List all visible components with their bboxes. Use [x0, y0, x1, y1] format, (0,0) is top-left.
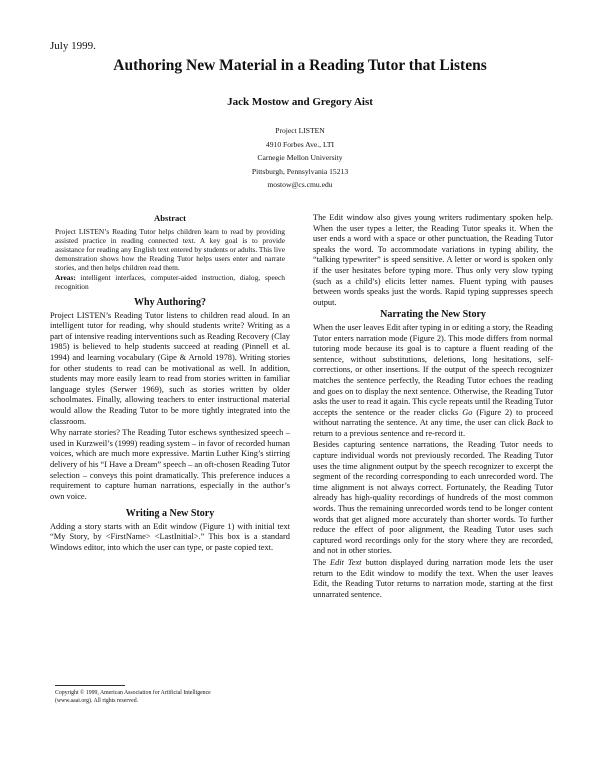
- text-run-italic: Back: [527, 418, 544, 428]
- copyright-footnote: [55, 685, 290, 705]
- left-column: [50, 213, 290, 555]
- paragraph: Project LISTEN’s Reading Tutor listens to children read aloud. In an intelligent tutor for reading, why should students write? Writing as a part of intensive reading interventions such as Reading Recovery (Clay 1985) is believed to help students succeed at reading (Pinnell et al. 1994) and learning vocabulary (Gipe & Arnold 1978). Writing stories for other students to read can be motivational as well. In addition, students may more easily learn to read from stories written in familiar language styles (Serwer 1969), such as stories written by older schoolmates. Finally, allowing teachers to enter instructional material would allow the Reading Tutor to be more tightly integrated into the classroom.: [50, 310, 290, 426]
- paragraph: Why narrate stories? The Reading Tutor eschews synthesized speech – used in Kurzweil’s (1999) reading system – in favor of recorded human voices, which are much more expressive. Martin Luther King’s stirring delivery of his “I Have a Dream” speech – an oft-chosen Reading Tutor selection – conveys this point dramatically. This preference induces a requirement to capture human narrations, especially in the author’s own voice.: [50, 428, 291, 501]
- paragraph: The Edit window also gives young writers rudimentary spoken help. When the user types a letter, the Reading Tutor speaks it. When the user ends a word with a space or other punctuation, the Reading Tutor speaks the word. To accommodate variations in typing ability, the “talking typewriter” is speed sensitive. A letter or word is spoken only if the user hesitates before typing more. Thus only very slow typing (such as a child’s) elicits letter names. Fluent typing with pauses between words speaks just the words. Rapid typing suppresses speech output.: [313, 213, 553, 307]
- text-run: (Figure 2) to proceed without narrating the sentence. At any time, the user can click: [313, 407, 553, 428]
- text-run: When the user leaves Edit after typing in or editing a story, the Reading Tutor enters narration mode (Figure 2). This mode differs from normal tutoring mode because its goal is to capture a fluent reading of the sentence, without substitutions, deletions, long hesitations, self-corrections, or other insertions. If the output of the speech recognizer matches the sentence perfectly, the Reading Tutor echoes the reading and goes on to display the next sentence. Otherwise, the Reading Tutor asks the user to read it again. This cycle repeats until the Reading Tutor accepts the sentence or the reader clicks: [313, 322, 553, 417]
- affiliation-email: mostow@cs.cmu.edu: [267, 180, 333, 190]
- affiliation-line: 4910 Forbes Ave., LTI: [265, 139, 335, 149]
- abstract-heading: Abstract: [154, 213, 186, 223]
- text-run-italic: Edit Text: [329, 558, 362, 567]
- paragraph: [313, 323, 553, 440]
- affiliation: [0, 124, 600, 192]
- paragraph: Adding a story starts with an Edit window (Figure 1) with initial text “My Story, by <FirstName> <LastInitial>.” This box is a standard Windows editor, into which the user can type, or paste copied text.: [50, 521, 290, 553]
- copyright-line: Copyright © 1999, American Association for Artificial Intelligence: [55, 690, 211, 696]
- abstract-text: Project LISTEN’s Reading Tutor helps children learn to read by providing assisted practice in reading connected text. A key goal is to provide assistance for reading any English text entered by students or adults. This live demonstration shows how the Reading Tutor helps users enter and narrate stories, and then helps children read them.: [55, 226, 285, 273]
- areas-label: Areas:: [55, 272, 76, 282]
- affiliation-line: Pittsburgh, Pennsylvania 15213: [251, 166, 349, 176]
- date-line: July 1999.: [50, 40, 96, 52]
- text-run: button displayed during narration mode lets the user return to the Edit window to modify the text. When the user leaves Edit, the Reading Tutor returns to narration mode, starting at the first unnarrated sentence.: [313, 558, 553, 599]
- text-run: to return to a previous sentence and re-record it.: [313, 418, 553, 438]
- paragraph: [313, 558, 553, 600]
- abstract-areas: [55, 273, 285, 291]
- right-column: [313, 213, 553, 601]
- text-run: The: [313, 558, 330, 567]
- section-heading-why-authoring: Why Authoring?: [134, 297, 206, 309]
- copyright-line: (www.aaai.org). All rights reserved.: [55, 698, 139, 704]
- section-heading-narrating: Narrating the New Story: [380, 309, 486, 321]
- footnote-rule: [55, 685, 125, 686]
- section-heading-writing: Writing a New Story: [125, 508, 215, 520]
- text-run-italic: Go: [462, 407, 473, 417]
- paper-title: Authoring New Material in a Reading Tutor that Listens: [113, 57, 487, 74]
- abstract-body: [50, 227, 290, 291]
- affiliation-line: Carnegie Mellon University: [257, 153, 343, 163]
- affiliation-line: Project LISTEN: [275, 126, 325, 135]
- authors: Jack Mostow and Gregory Aist: [227, 96, 373, 108]
- paragraph: Besides capturing sentence narrations, the Reading Tutor needs to capture individual words not previously recorded. The Reading Tutor uses the time alignment output by the speech recognizer to excerpt the segment of the recording corresponding to each unrecorded word. The time alignment is not always correct. Fortunately, the Reading Tutor already has high-quality recordings of hundreds of the most common words. Thus the remaining unrecorded words tend to be longer content words that get aligned more accurately than shorter words. To further reduce the effect of poor alignment, the Reading Tutor uses such captured word recordings only for the story where they are recorded, and not in other stories.: [313, 440, 553, 556]
- areas-text: intelligent interfaces, computer-aided instruction, dialog, speech recognition: [55, 272, 285, 291]
